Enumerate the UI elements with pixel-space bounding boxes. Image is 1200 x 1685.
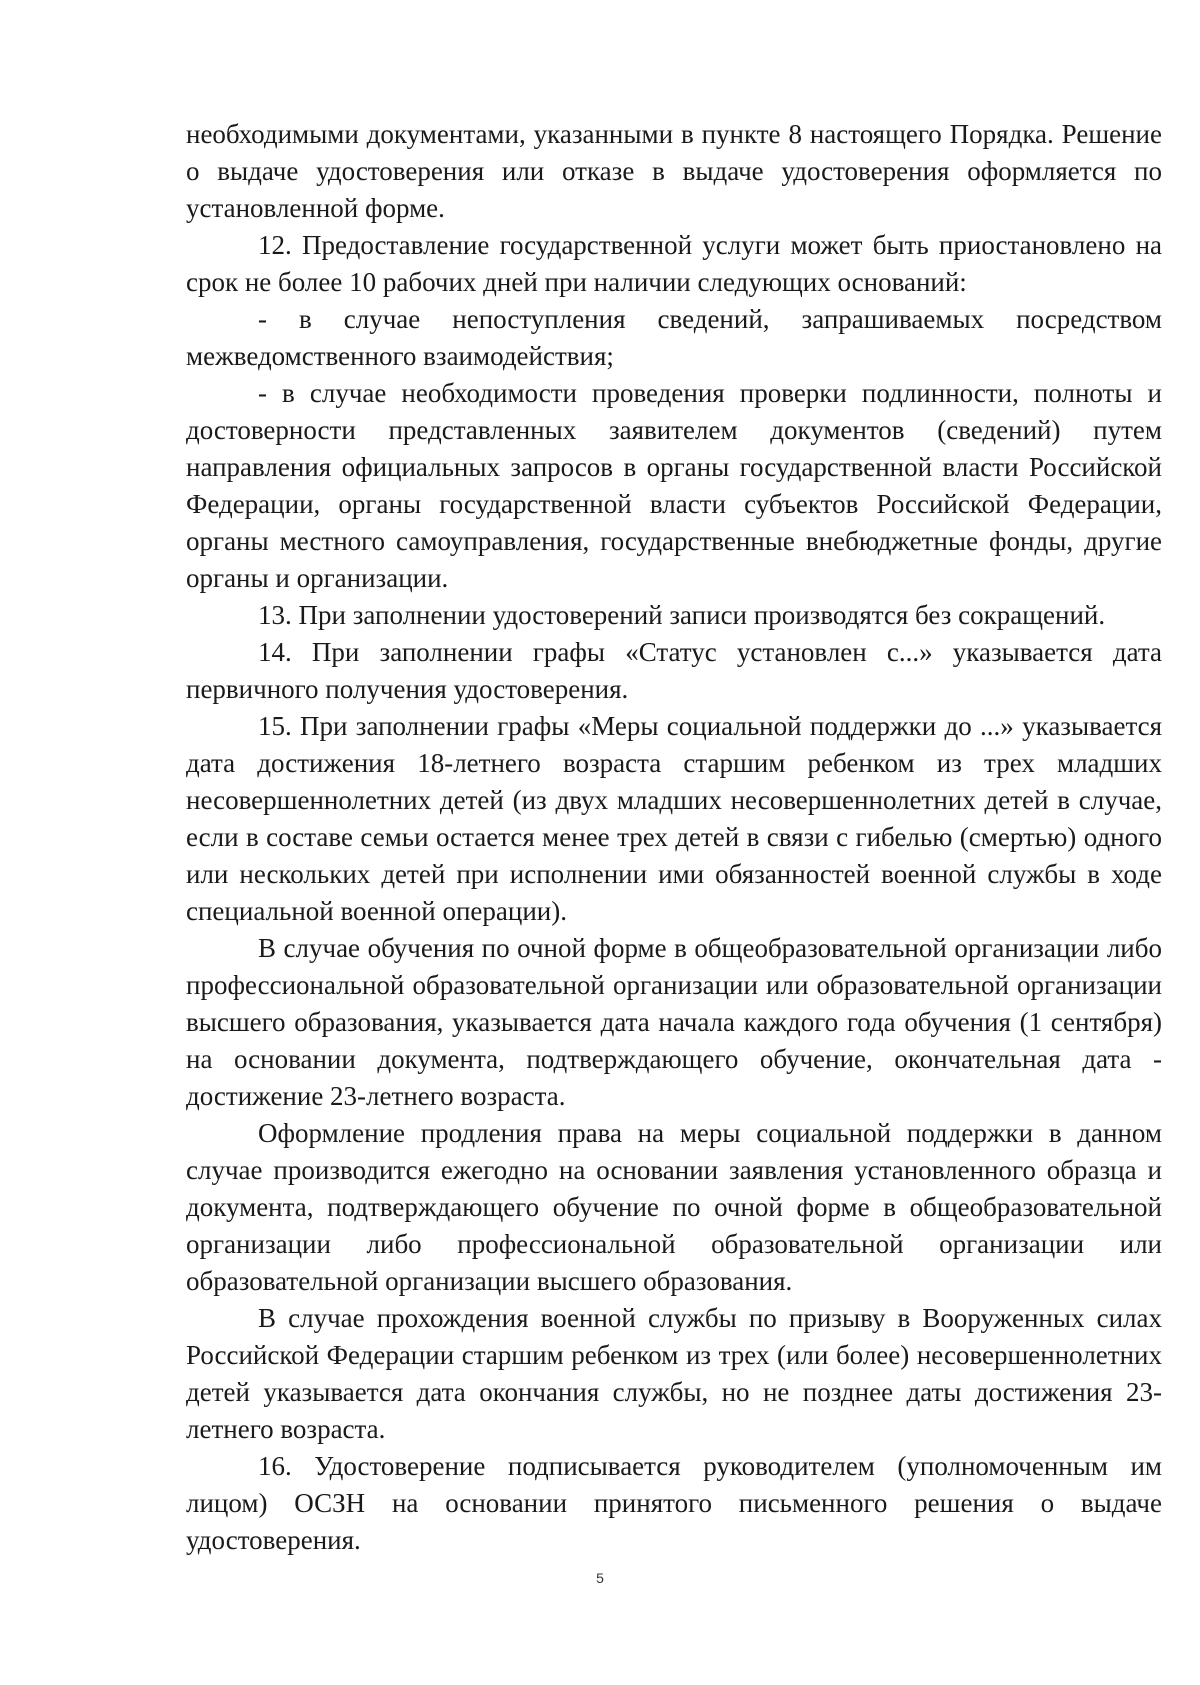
document-body (186, 116, 1162, 1559)
paragraph-15: 15. При заполнении графы «Меры социальной поддержки до ...» указывается дата достижения 18-летнего возраста старшим ребенком из трех младших несовершеннолетних детей (из двух младших несовершеннолетних детей в случае, если в составе семьи остается менее трех детей в связи с гибелью (смертью) одного или нескольких детей при исполнении ими обязанностей военной службы в ходе специальной военной операции). (186, 711, 1162, 926)
paragraph-15-extension: Оформление продления права на меры социальной поддержки в данном случае производится ежегодно на основании заявления установленного образца и документа, подтверждающего обучение по очной форме в общеобразовательной организации либо профессиональной образовательной организации или образовательной организации высшего образования. (186, 1118, 1162, 1296)
paragraph-12-item-2: - в случае необходимости проведения проверки подлинности, полноты и достоверности представленных заявителем документов (сведений) путем направления официальных запросов в органы государственной власти Российской Федерации, органы государственной власти субъектов Российской Федерации, органы местного самоуправления, государственные внебюджетные фонды, другие органы и организации. (186, 378, 1162, 593)
paragraph-15-education: В случае обучения по очной форме в общеобразовательной организации либо профессиональной образовательной организации или образовательной организации высшего образования, указывается дата начала каждого года обучения (1 сентября) на основании документа, подтверждающего обучение, окончательная дата - достижение 23-летнего возраста. (186, 933, 1162, 1111)
paragraph-12: 12. Предоставление государственной услуги может быть приостановлено на срок не более 10 рабочих дней при наличии следующих оснований: (186, 230, 1162, 297)
page-number: 5 (596, 1570, 604, 1586)
paragraph-16: 16. Удостоверение подписывается руководителем (уполномоченным им лицом) ОСЗН на основании принятого письменного решения о выдаче удостоверения. (186, 1451, 1162, 1555)
paragraph-12-item-1: - в случае непоступления сведений, запрашиваемых посредством межведомственного взаимодействия; (186, 304, 1162, 371)
paragraph-continuation: необходимыми документами, указанными в пункте 8 настоящего Порядка. Решение о выдаче удостоверения или отказе в выдаче удостоверения оформляется по установленной форме. (186, 119, 1162, 223)
paragraph-14: 14. При заполнении графы «Статус установлен с...» указывается дата первичного получения удостоверения. (186, 637, 1162, 704)
paragraph-13: 13. При заполнении удостоверений записи производятся без сокращений. (258, 600, 1106, 630)
paragraph-15-military-service: В случае прохождения военной службы по призыву в Вооруженных силах Российской Федерации старшим ребенком из трех (или более) несовершеннолетних детей указывается дата окончания службы, но не позднее даты достижения 23-летнего возраста. (186, 1303, 1162, 1444)
